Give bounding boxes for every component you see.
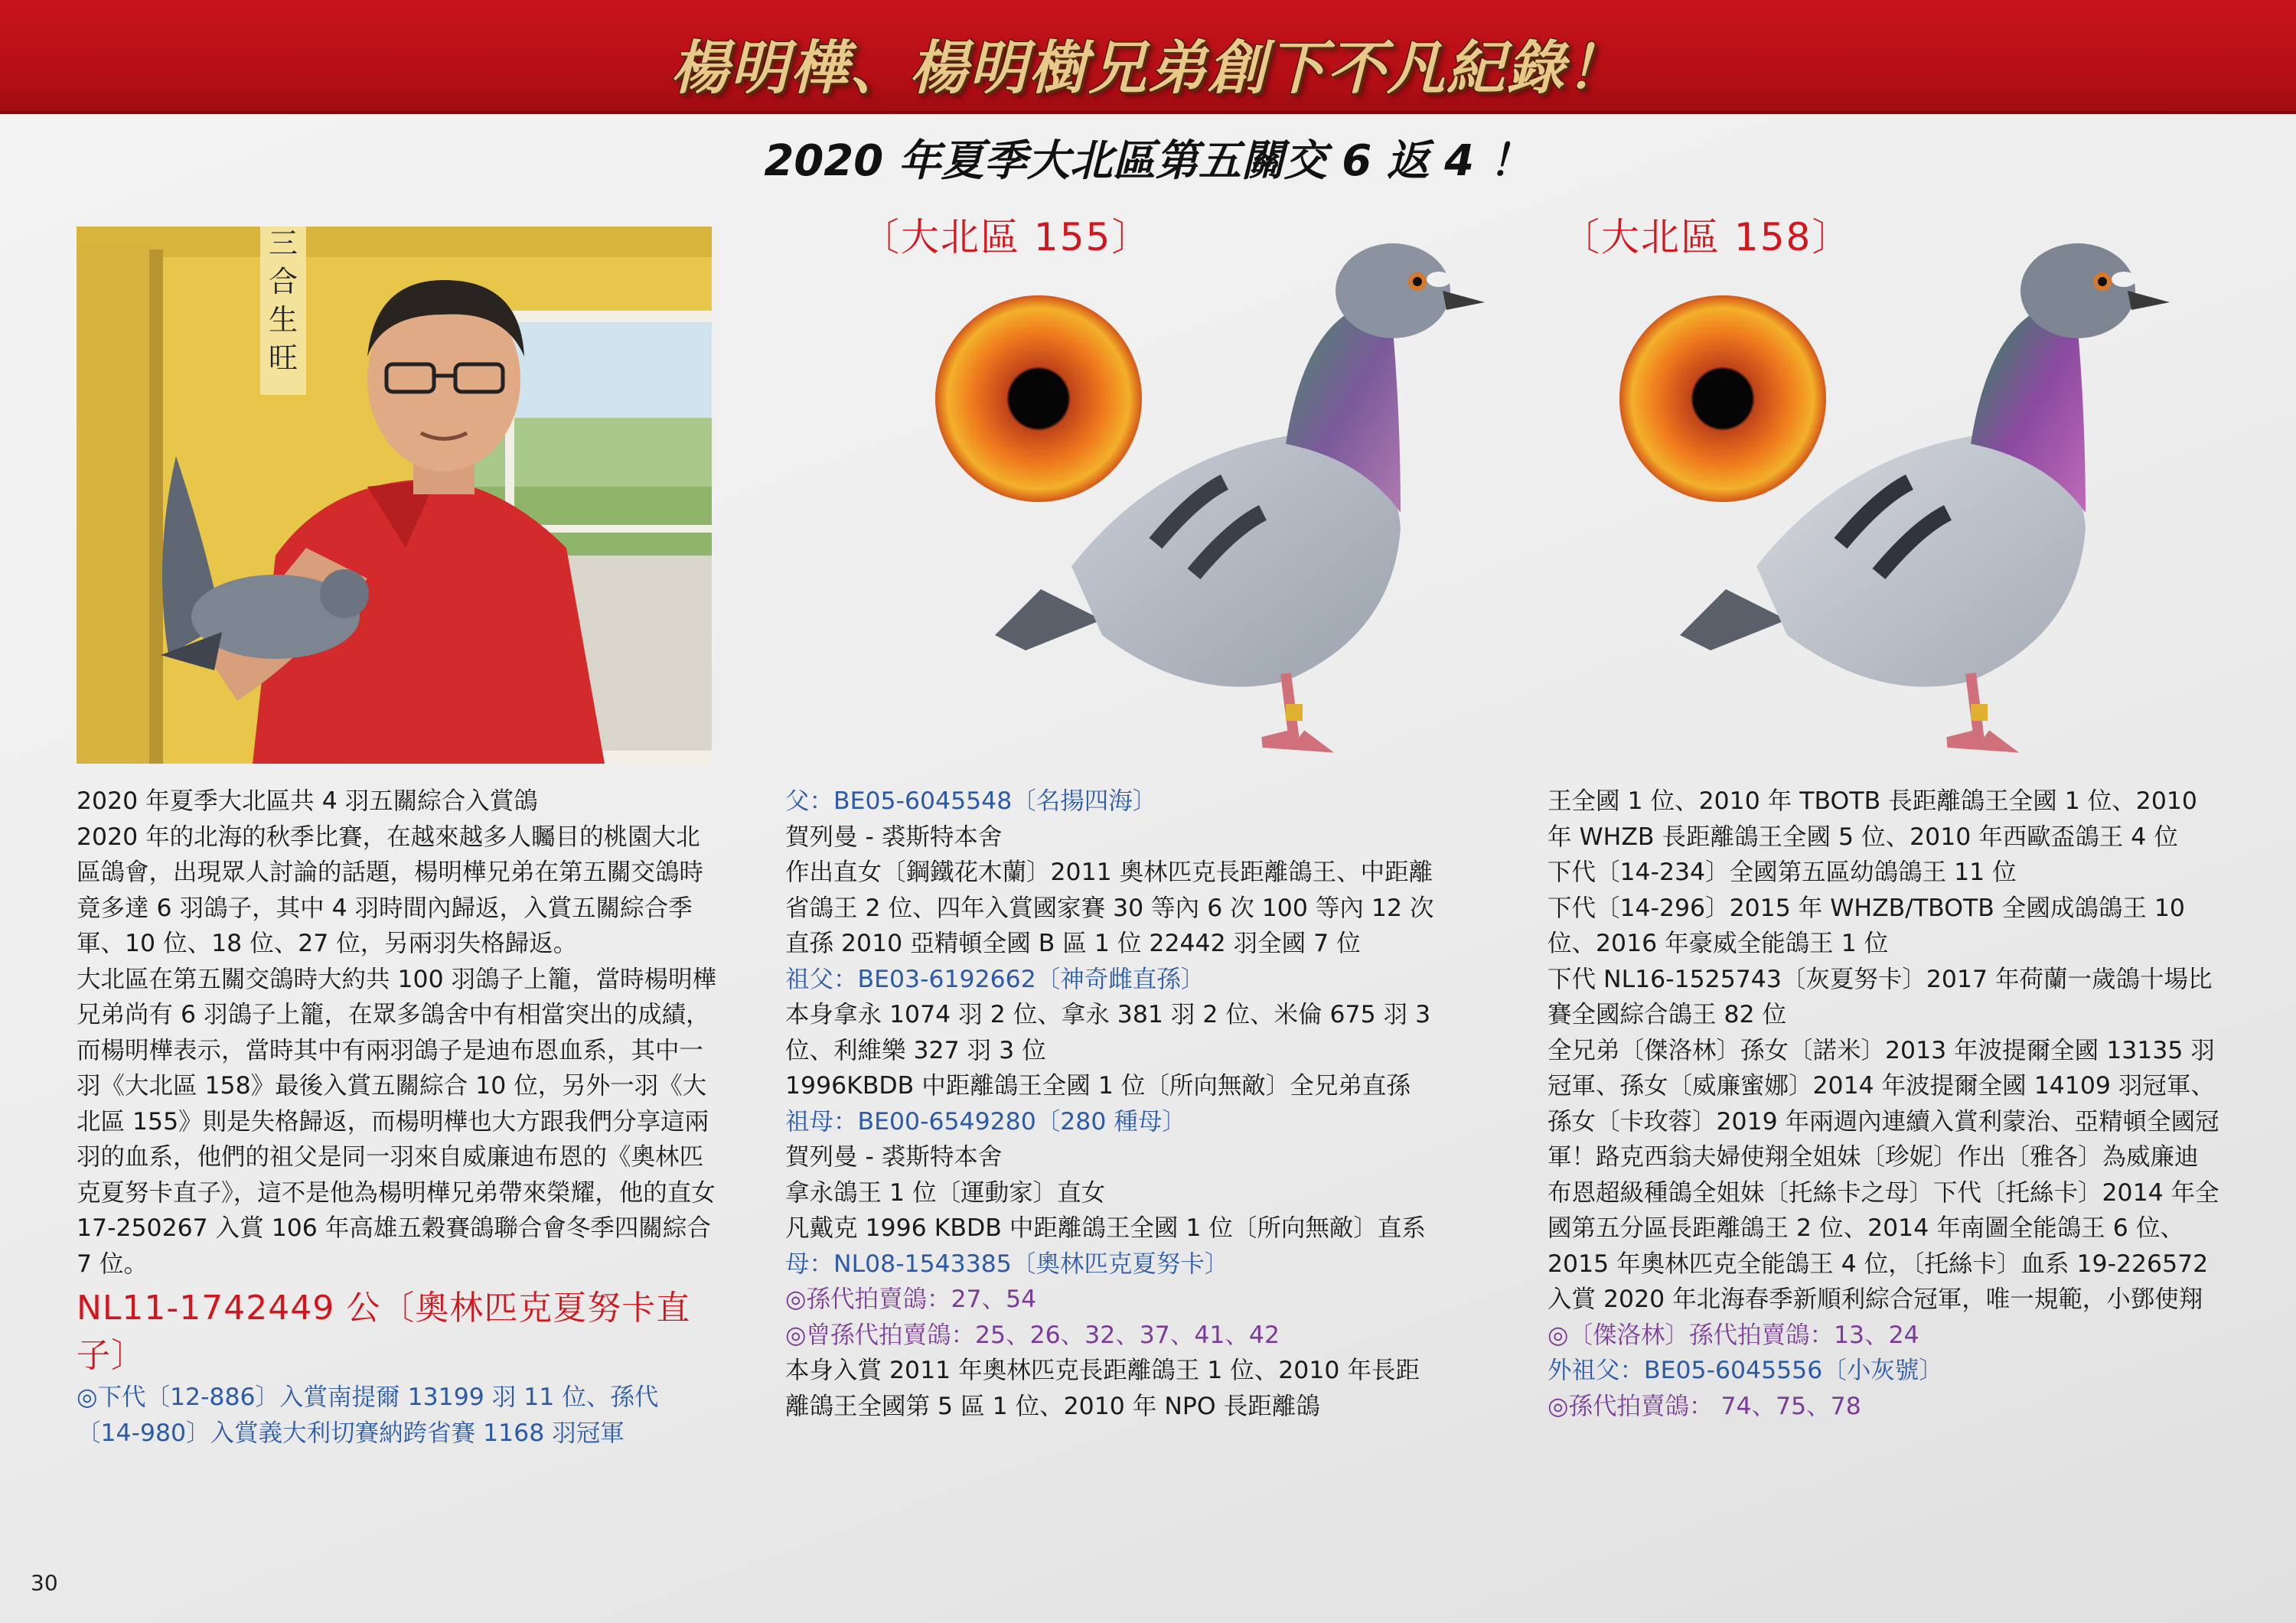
bird-label-155: 〔大北區 155〕 — [861, 215, 1152, 259]
intro-paragraph: 大北區在第五關交鴿時大約共 100 羽鴿子上籠，當時楊明樺兄弟尚有 6 羽鴿子上籠，在眾多鴿舍中有相當突出的成績，而楊明樺表示，當時其中有兩羽鴿子是迪布恩血系，其中一羽《大北區 158》最後入賞五關綜合 10 位，另外一羽《大北區 155》則是失格歸返，而楊明樺也大方跟我們分享這兩羽的血系，他們的祖父是同一羽來自威廉迪布恩的《奧林匹克夏努卡直子》，這不是他為楊明樺兄弟帶來榮耀，他的直女 17-250267 入賞 106 年高雄五穀賽鴿聯合會冬季四關綜合 7 位。 — [77, 965, 717, 1278]
pedigree-line: 下代〔14-296〕2015 年 WHZB/TBOTB 全國成鴿鴿王 10 位、2016 年豪威全能鴿王 1 位 — [1548, 894, 2185, 957]
grandfather-line: 1996KBDB 中距離鴿王全國 1 位〔所向無敵〕全兄弟直孫 — [785, 1072, 1411, 1100]
svg-text:三: 三 — [268, 227, 298, 260]
father-heading: 父：BE05-6045548〔名揚四海〕 — [785, 787, 1157, 815]
svg-text:旺: 旺 — [268, 341, 298, 375]
pedigree-line: 王全國 1 位、2010 年 TBOTB 長距離鴿王全國 1 位、2010 年 WHZB 長距離鴿王全國 5 位、2010 年西歐盃鴿王 4 位 — [1548, 787, 2197, 851]
bird-label-158: 〔大北區 158〕 — [1561, 215, 1852, 259]
pigeon-158-eye — [1619, 295, 1826, 502]
intro-line: 2020 年夏季大北區共 4 羽五關綜合入賞鴿 — [77, 787, 538, 815]
grandmother-line: 凡戴克 1996 KBDB 中距離鴿王全國 1 位〔所向無敵〕直系 — [785, 1214, 1426, 1242]
auction-note: ◎曾孫代拍賣鴿：25、26、32、37、41、42 — [785, 1321, 1280, 1349]
grandmother-line: 拿永鴿王 1 位〔運動家〕直女 — [785, 1178, 1106, 1207]
pedigree-column-2 — [1548, 784, 2221, 1424]
grandfather-line: 本身拿永 1074 羽 2 位、拿永 381 羽 2 位、米倫 675 羽 3 位、利維樂 327 羽 3 位 — [785, 1001, 1431, 1064]
father-line: 作出直女〔鋼鐵花木蘭〕2011 奧林匹克長距離鴿王、中距離省鴿王 2 位、四年入賞國家賽 30 等內 6 次 100 等內 12 次 — [785, 859, 1434, 922]
mother-heading: 母：NL08-1543385〔奧林匹克夏努卡〕 — [785, 1250, 1229, 1278]
page-subtitle: 2020 年夏季大北區第五關交 6 返 4 ！ — [764, 136, 1532, 186]
svg-text:合: 合 — [268, 265, 298, 298]
svg-text:生: 生 — [268, 303, 298, 337]
intro-column — [77, 784, 719, 1451]
grandmother-heading: 祖母：BE00-6549280〔280 種母〕 — [785, 1107, 1186, 1136]
sire-note: ◎下代〔12-886〕入賞南提爾 13199 羽 11 位、孫代〔14-980〕入賞義大利切賽納跨省賽 1168 羽冠軍 — [77, 1383, 659, 1447]
maternal-grandfather-heading: 外祖父：BE05-6045556〔小灰號〕 — [1548, 1357, 1943, 1384]
page-number: 30 — [31, 1570, 58, 1595]
grandfather-heading: 祖父：BE03-6192662〔神奇雌直孫〕 — [785, 965, 1205, 993]
sire-heading: NL11-1742449 公〔奧林匹克夏努卡直子〕 — [77, 1289, 691, 1375]
page-title: 楊明樺、楊明樹兄弟創下不凡紀錄！ — [670, 34, 1626, 102]
mother-line: 本身入賞 2011 年奧林匹克長距離鴿王 1 位、2010 年長距離鴿王全國第 5 區 1 位、2010 年 NPO 長距離鴿 — [785, 1357, 1420, 1420]
grandmother-line: 賀列曼 - 裘斯特本舍 — [785, 1143, 1003, 1171]
header-banner — [0, 0, 2296, 114]
auction-note: ◎孫代拍賣鴿：27、54 — [785, 1286, 1037, 1313]
auction-note: ◎〔傑洛林〕孫代拍賣鴿：13、24 — [1548, 1321, 1919, 1349]
pedigree-column-1 — [785, 784, 1443, 1424]
father-line: 賀列曼 - 裘斯特本舍 — [785, 823, 1003, 851]
intro-paragraph: 2020 年的北海的秋季比賽，在越來越多人矚目的桃園大北區鴿會，出現眾人討論的話題，楊明樺兄弟在第五關交鴿時竟多達 6 羽鴿子，其中 4 羽時間內歸返，入賞五關綜合季軍、10 位、18 位、27 位，另兩羽失格歸返。 — [77, 823, 704, 957]
breeder-photo — [77, 227, 712, 764]
pedigree-line: 下代 NL16-1525743〔灰夏努卡〕2017 年荷蘭一歲鴿十場比賽全國綜合鴿王 82 位 — [1548, 965, 2213, 1028]
auction-note: ◎孫代拍賣鴿： 74、75、78 — [1548, 1392, 1861, 1420]
pedigree-line: 全兄弟〔傑洛林〕孫女〔諾米〕2013 年波提爾全國 13135 羽冠軍、孫女〔威廉蜜娜〕2014 年波提爾全國 14109 羽冠軍、孫女〔卡玫蓉〕2019 年兩週內連續入賞利蒙治、亞精頓全國冠軍！路克西翁夫婦使翔全姐妹〔珍妮〕作出〔雅各〕為威廉迪布恩超級種鴿全姐妹〔托絲卡之母〕下代〔托絲卡〕2014 年全國第五分區長距離鴿王 2 位、2014 年南圖全能鴿王 6 位、2015 年奧林匹克全能鴿王 4 位，〔托絲卡〕血系 19-226572 入賞 2020 年北海春季新順利綜合冠軍，唯一規範，小鄧使翔 — [1548, 1036, 2219, 1313]
pedigree-line: 下代〔14-234〕全國第五區幼鴿鴿王 11 位 — [1548, 859, 2017, 886]
father-line: 直孫 2010 亞精頓全國 B 區 1 位 22442 羽全國 7 位 — [785, 930, 1361, 957]
pigeon-155-eye — [935, 295, 1142, 502]
